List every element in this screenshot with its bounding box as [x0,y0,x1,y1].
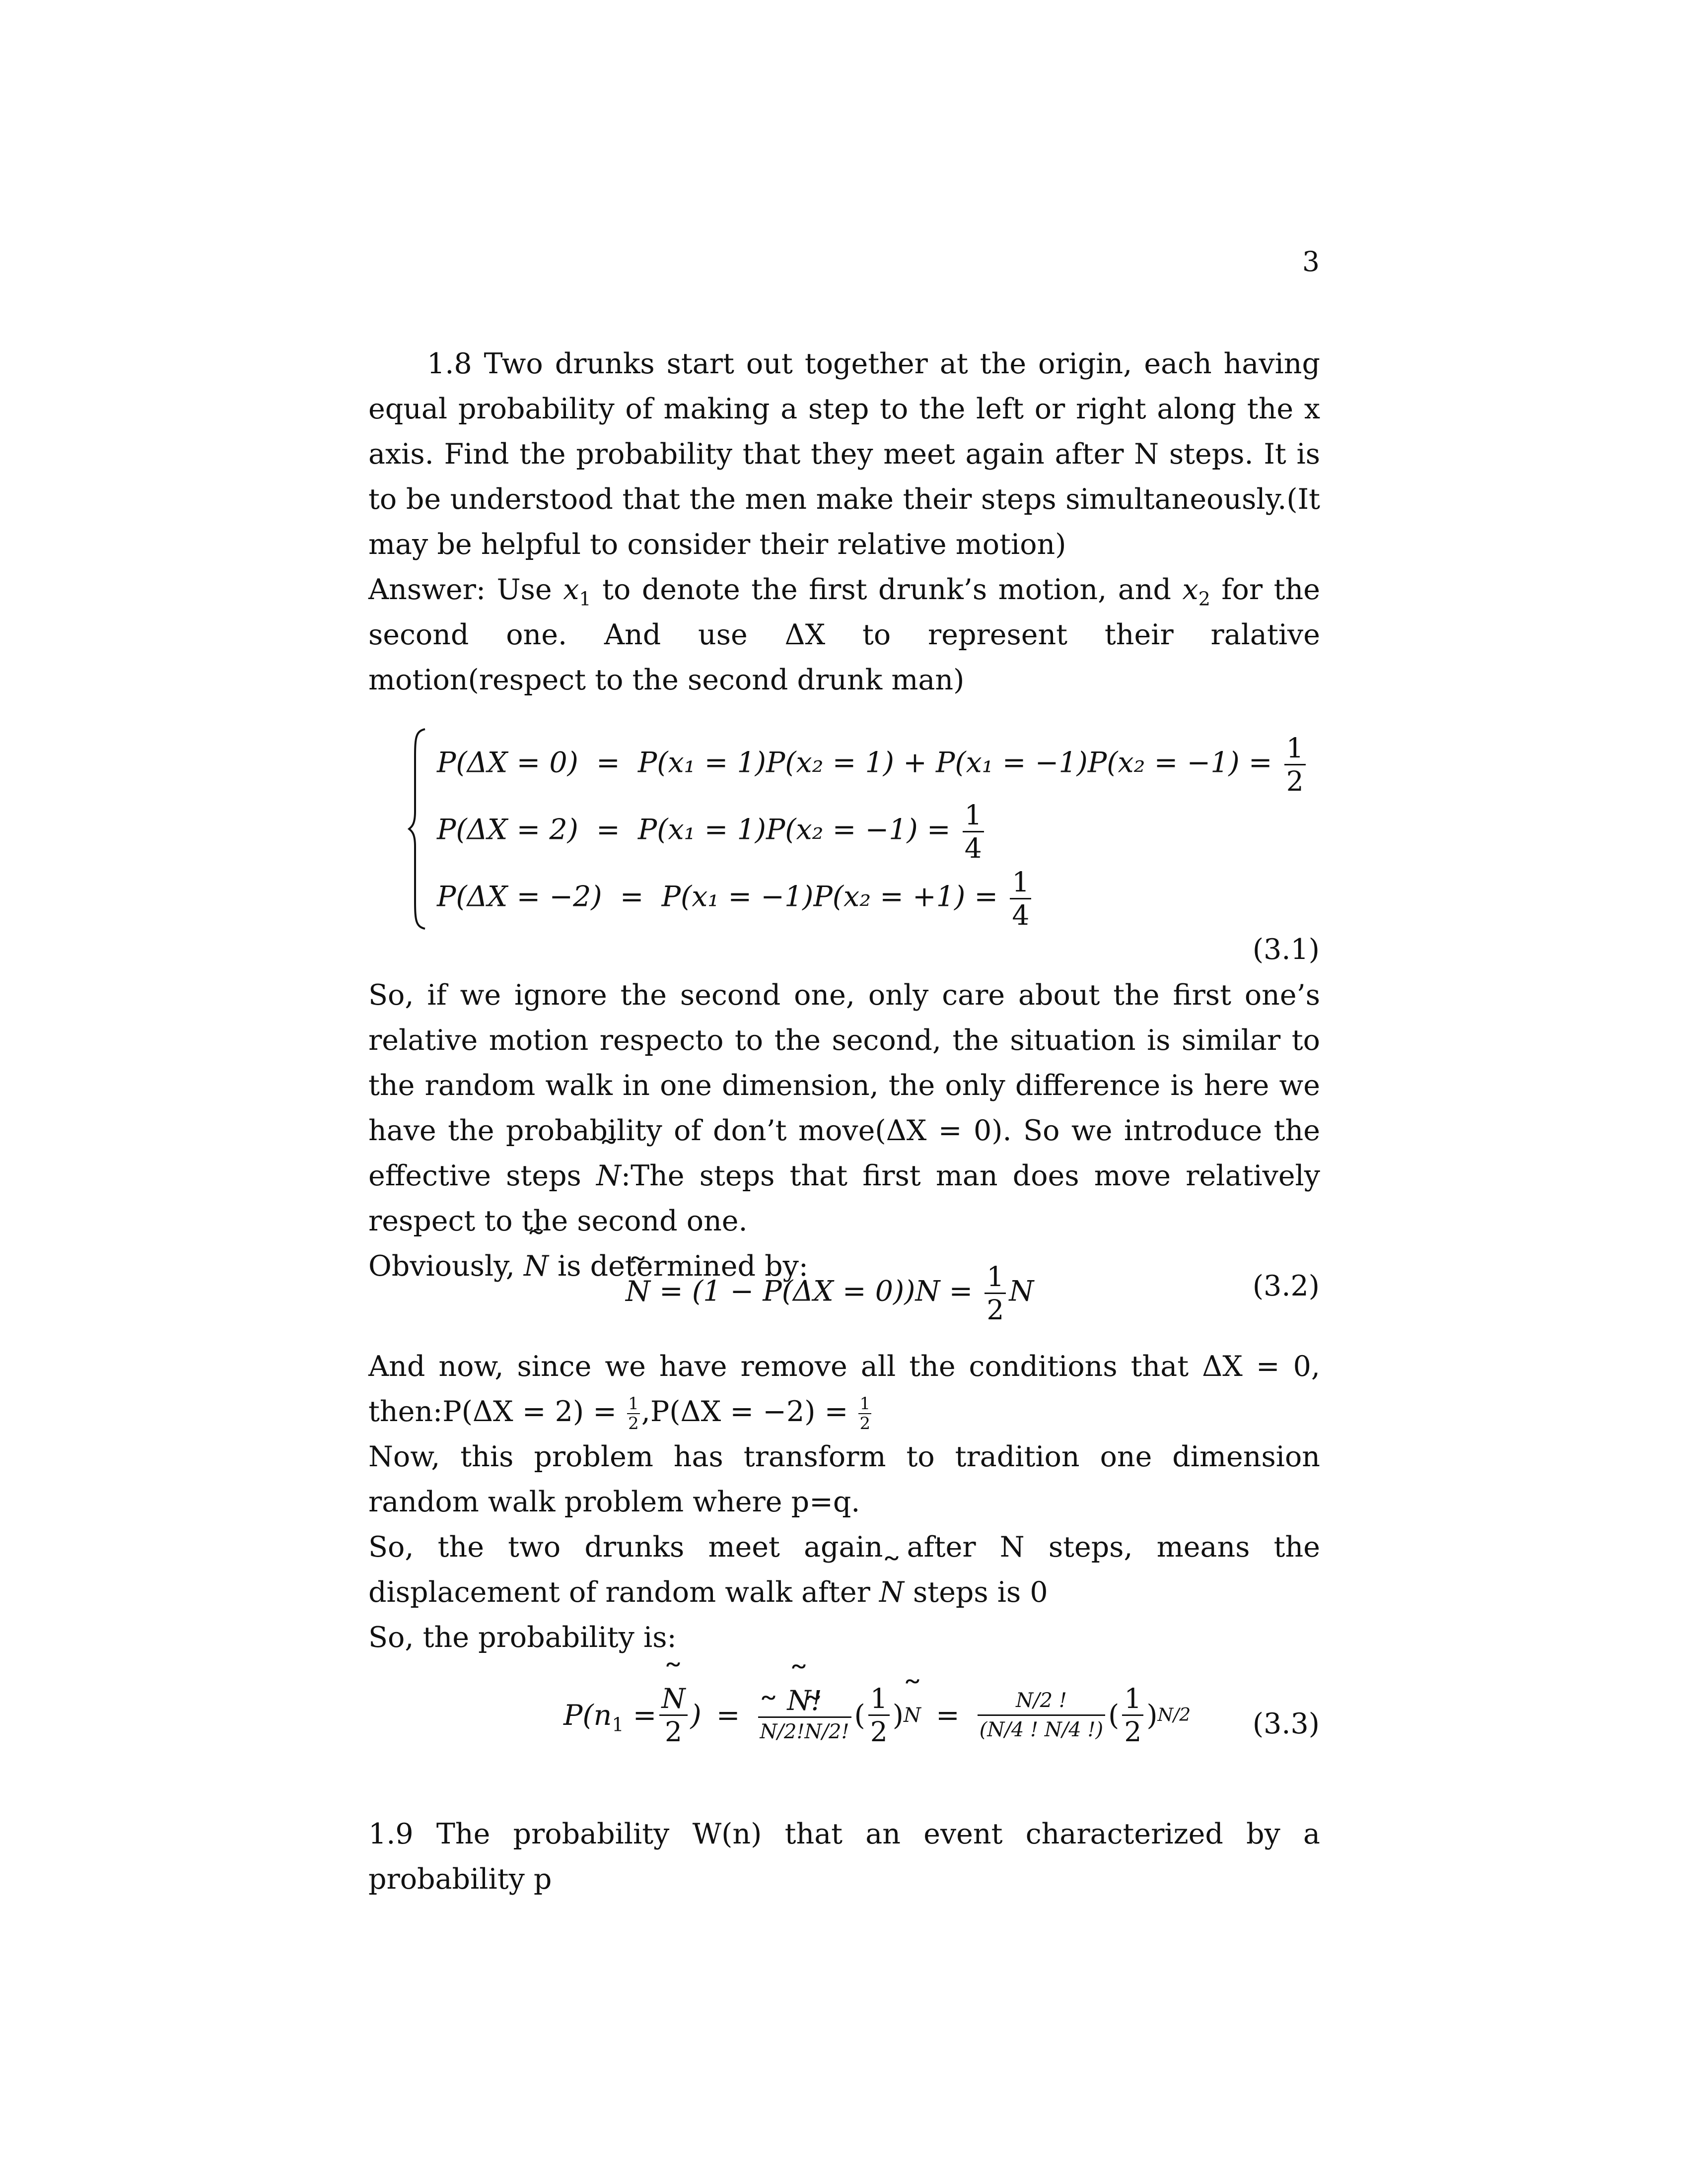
equation-number-3-1: (3.1) [1252,933,1320,966]
answer-mid1: to denote the first drunk’s motion, and [602,573,1172,606]
eq3-fraction: $\frac{1}{4}$ [1010,866,1031,931]
eq33-frac-factorial: ˜ N! ˜ N/2!˜ N/2! [758,1685,851,1746]
eq2-fraction: $\frac{1}{4}$ [963,799,984,864]
eq33-half-2: $\frac{1}{2}$ [1122,1683,1143,1748]
obviously-text-b: is determined by: [558,1250,808,1283]
answer-mid2: for the second one. And use ΔX to represent their ralative motion(respect to the second drunk man) [368,573,1320,696]
page-number: 3 [1302,246,1320,277]
paragraph-conditions [368,1344,1320,1660]
paragraph-5b-text: steps is 0 [913,1576,1048,1609]
equation-3-3: $P(n_1$ = ˜ $\frac{N}{2}$ ) = ˜ N! ˜ N/2!˜ N/2! ( $\frac{1}{2}$ ) N = $\frac{N/2 !}{(N/4 ! N/4 !)}$ ( $\frac{1}{2}$ ) N/2 [563,1683,1191,1748]
eq2-equals: = [596,813,620,846]
equation-number-3-2: (3.2) [1252,1270,1320,1302]
eq32-middle: = (1 − P(ΔX = 0))N = [659,1275,973,1308]
paragraph-2-text: So, if we ignore the second one, only care about the first one’s relative motion respecto to the second, the situation is similar to the random walk in one dimension, the only difference is here we have the probability of don’t move(ΔX = 0). So we introduce the effective steps [368,979,1320,1192]
eq32-n-tilde: ˜ N [626,1275,650,1308]
n-tilde-symbol-3: ˜ N [879,1570,904,1615]
n-tilde-symbol-2: ˜ N [524,1244,549,1289]
problem-1-8-statement [368,341,1320,567]
eq3-equals: = [620,880,644,913]
paragraph-4-text: Now, this problem has transform to tradition one dimension random walk problem where p=q. [368,1440,1320,1518]
eq3-lhs: P(ΔX = −2) [437,880,602,913]
paragraph-5a-text: So, the two drunks meet again after N steps, means the displacement of random walk after [368,1531,1320,1609]
obviously-text: Obviously, [368,1250,515,1283]
x2-symbol: $x_2$ [1182,573,1210,610]
equation-3-2 [626,1261,1034,1326]
eq33-half-1: $\frac{1}{2}$ [868,1683,890,1748]
problem-text: Two drunks start out together at the origin, each having equal probability of making a step to the left or right along the x axis. Find the probability that they meet again after N steps. It is to be understood that the men make their steps simultaneously.(It may be helpful to consider their relative motion) [368,347,1320,561]
half-fraction-1: $\frac{1}{2}$ [628,1393,639,1433]
equation-row-2 [437,799,987,864]
eq1-fraction: $\frac{1}{2}$ [1284,732,1306,797]
paragraph-6-text: So, the probability is: [368,1621,677,1654]
problem-label: 1.8 [427,347,472,380]
half-fraction-2: $\frac{1}{2}$ [859,1393,871,1433]
eq1-lhs: P(ΔX = 0) [437,746,578,779]
eq2-rhs: P(x₁ = 1)P(x₂ = −1) = [637,813,951,846]
equation-row-3 [437,866,1034,931]
paragraph-2b-text: :The steps that first man does move relatively respect to the second one. [368,1160,1320,1237]
paragraph-3a-text: And now, since we have remove all the conditions that ΔX = 0, then:P(ΔX = 2) = [368,1350,1320,1428]
eq32-fraction: $\frac{1}{2}$ [985,1261,1006,1326]
equation-row-1 [437,732,1309,797]
x1-symbol: $x_1$ [563,573,591,610]
eq32-tail: N [1009,1275,1034,1308]
answer-prefix: Answer: Use [368,573,552,606]
eq1-rhs: P(x₁ = 1)P(x₂ = 1) + P(x₁ = −1)P(x₂ = −1) = [637,746,1272,779]
eq33-frac-ntilde-over-2: ˜ $\frac{N}{2}$ [659,1683,687,1748]
eq2-lhs: P(ΔX = 2) [437,813,578,846]
eq33-lhs: $P(n_1$ = [563,1699,657,1735]
equation-number-3-3: (3.3) [1252,1707,1320,1740]
eq3-rhs: P(x₁ = −1)P(x₂ = +1) = [661,880,998,913]
eq1-equals: = [596,746,620,779]
answer-paragraph [368,567,1320,703]
left-brace [407,727,427,931]
problem-1-9-start [368,1812,1320,1902]
problem-1-9-text: 1.9 The probability W(n) that an event characterized by a probability p [368,1818,1320,1896]
paragraph-effective-steps [368,973,1320,1289]
paragraph-3b-text: ,P(ΔX = −2) = [641,1395,848,1428]
n-tilde-symbol: ˜ N [596,1154,621,1199]
eq33-frac-n-over-4: $\frac{N/2 !}{(N/4 ! N/4 !)}$ [978,1687,1105,1744]
